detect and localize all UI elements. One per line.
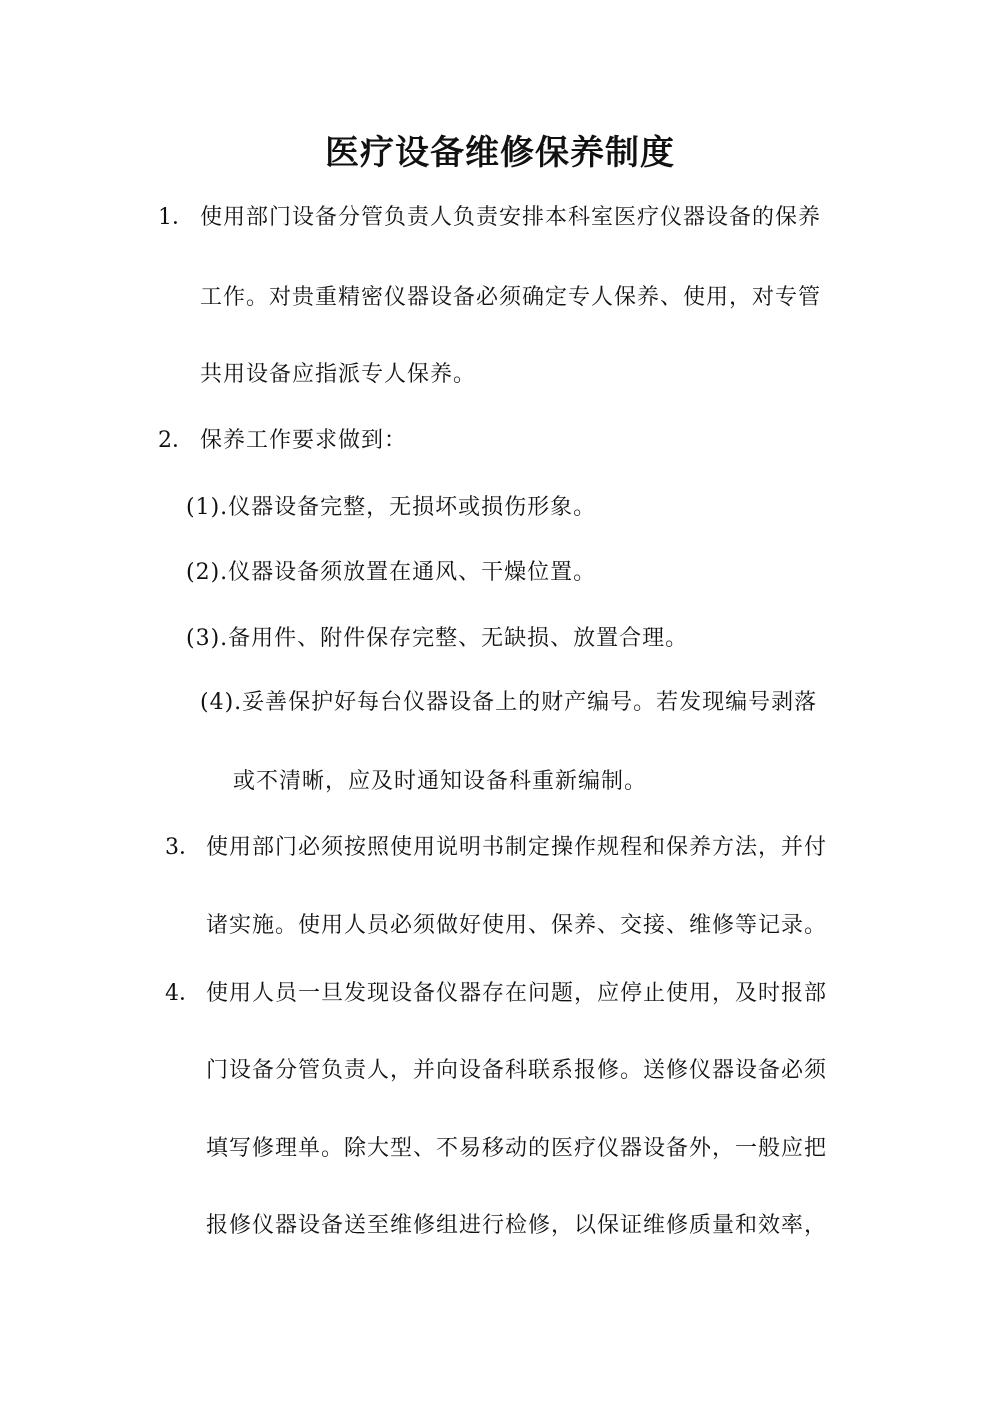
item-2-sub-3: (3).备用件、附件保存完整、无缺损、放置合理。 xyxy=(186,626,689,651)
item-2-heading: 保养工作要求做到： xyxy=(200,428,408,453)
item-2-sub-1: (1).仪器设备完整，无损坏或损伤形象。 xyxy=(186,495,597,520)
item-3-number: 3． xyxy=(165,835,201,860)
item-3-line-1: 使用部门必须按照使用说明书制定操作规程和保养方法，并付 xyxy=(206,835,828,860)
item-2-number: 2． xyxy=(158,428,194,453)
item-4-line-3: 填写修理单。除大型、不易移动的医疗仪器设备外，一般应把 xyxy=(206,1136,828,1161)
item-1-line-1: 使用部门设备分管负责人负责安排本科室医疗仪器设备的保养 xyxy=(200,205,822,230)
item-1-line-3: 共用设备应指派专人保养。 xyxy=(200,362,477,387)
item-2-sub-4: (4).妥善保护好每台仪器设备上的财产编号。若发现编号剥落 xyxy=(200,690,818,715)
item-4-line-1: 使用人员一旦发现设备仪器存在问题，应停止使用，及时报部 xyxy=(206,981,828,1006)
item-2-sub-4-cont: 或不清晰，应及时通知设备科重新编制。 xyxy=(233,769,648,794)
document-title: 医疗设备维修保养制度 xyxy=(325,133,675,173)
item-1-line-2: 工作。对贵重精密仪器设备必须确定专人保养、使用，对专管 xyxy=(200,285,822,310)
item-4-line-4: 报修仪器设备送至维修组进行检修，以保证维修质量和效率， xyxy=(206,1213,828,1238)
item-4-line-2: 门设备分管负责人，并向设备科联系报修。送修仪器设备必须 xyxy=(206,1058,828,1083)
item-4-number: 4． xyxy=(165,981,201,1006)
item-2-sub-2: (2).仪器设备须放置在通风、干燥位置。 xyxy=(186,560,597,585)
item-3-line-2: 诸实施。使用人员必须做好使用、保养、交接、维修等记录。 xyxy=(206,913,828,938)
item-1-number: 1． xyxy=(158,205,194,230)
